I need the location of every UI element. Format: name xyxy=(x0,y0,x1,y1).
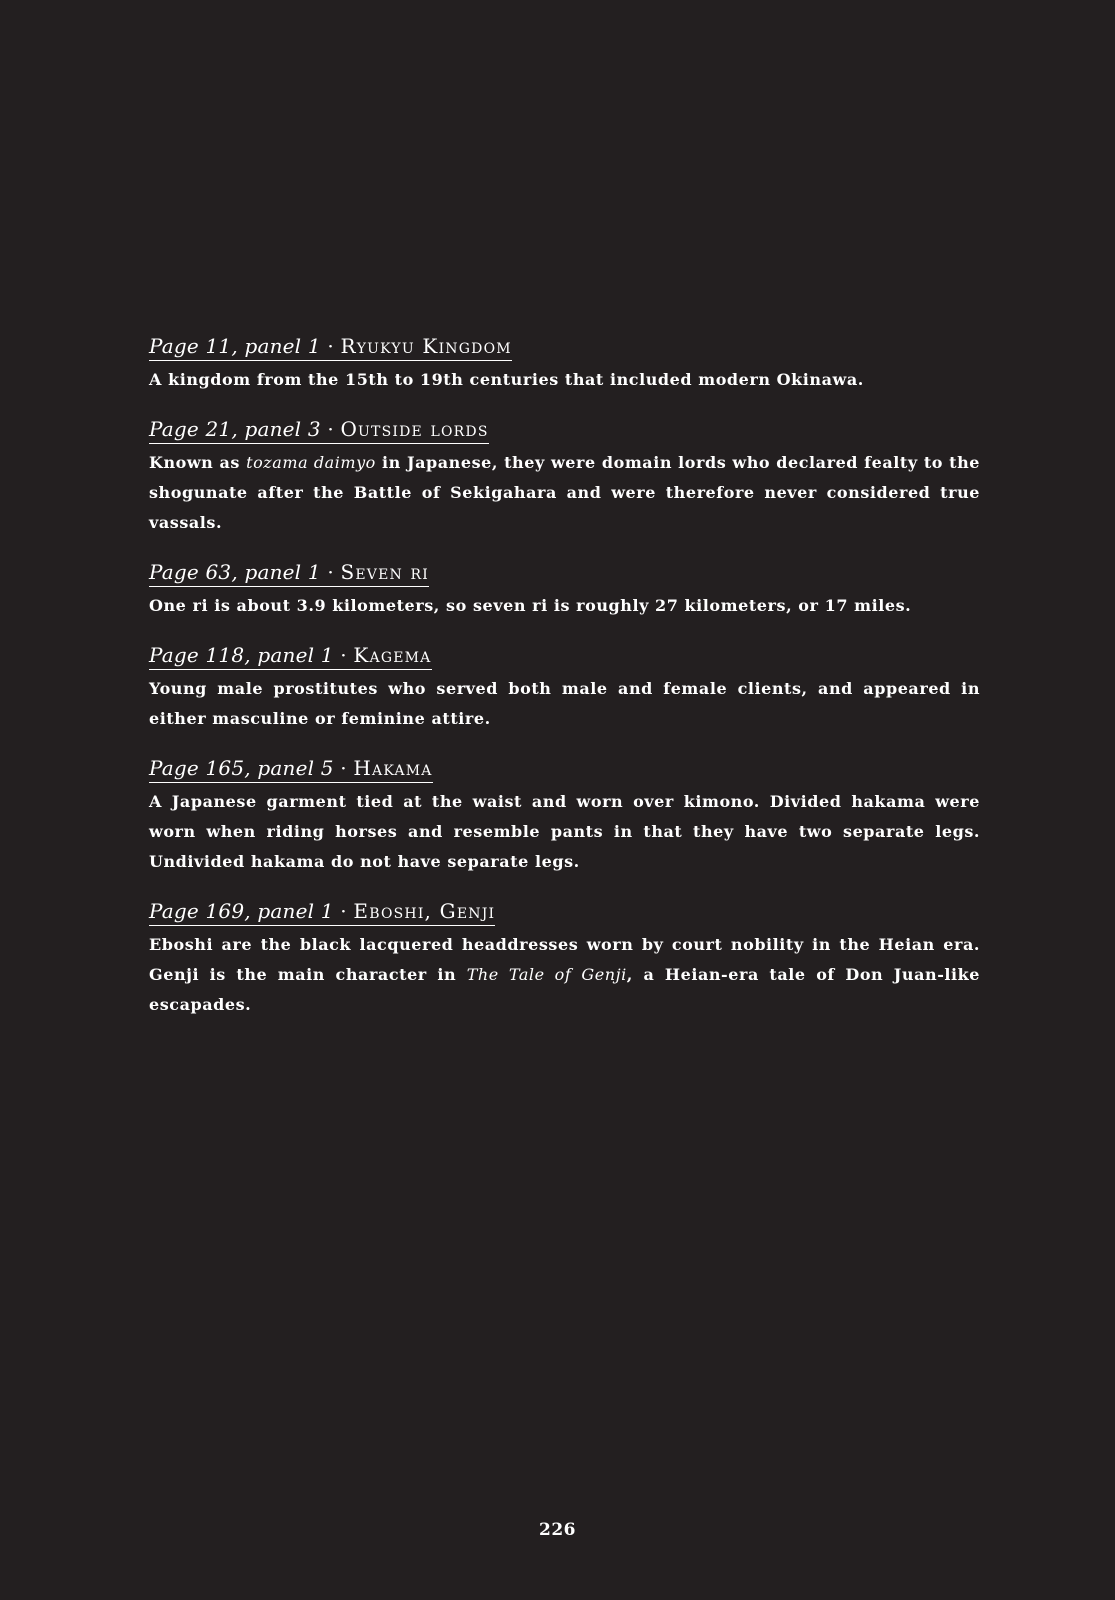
note-text-end: , a Heian-era tale of Don Juan-like escapades. xyxy=(149,965,981,1014)
note-hakama xyxy=(149,754,980,877)
note-term: Ryukyu Kingdom xyxy=(340,334,512,358)
page-reference: Page 21, panel 3 xyxy=(149,417,321,441)
note-ryukyu-kingdom xyxy=(149,332,980,395)
note-kagema xyxy=(149,641,980,734)
note-term: Eboshi, Genji xyxy=(353,899,496,923)
note-eboshi-genji xyxy=(149,897,980,1020)
note-heading xyxy=(149,415,489,444)
note-text-italic: tozama daimyo xyxy=(246,453,376,472)
note-text xyxy=(149,448,980,538)
separator: · xyxy=(340,899,347,923)
note-text-start: Eboshi are the black lacquered headdresses worn by court nobility in the Heian era. Genji is the main character in xyxy=(149,935,980,984)
page-number: 226 xyxy=(539,1520,576,1540)
separator: · xyxy=(327,560,334,584)
page-reference: Page 11, panel 1 xyxy=(149,334,321,358)
note-term: Kagema xyxy=(353,643,432,667)
separator: · xyxy=(340,756,347,780)
page-reference: Page 63, panel 1 xyxy=(149,560,321,584)
note-heading xyxy=(149,897,495,926)
note-heading xyxy=(149,332,512,361)
note-text-end: in Japanese, they were domain lords who declared fealty to the shogunate after the Battle of Sekigahara and were therefore never considered true vassals. xyxy=(149,453,980,532)
note-text: A Japanese garment tied at the waist and worn over kimono. Divided hakama were worn when riding horses and resemble pants in that they have two separate legs. Undivided hakama do not have separate legs. xyxy=(149,792,980,871)
note-heading xyxy=(149,754,433,783)
page-reference: Page 165, panel 5 xyxy=(149,756,334,780)
note-text-start: Known as xyxy=(149,453,240,472)
note-seven-ri xyxy=(149,558,980,621)
page-reference: Page 118, panel 1 xyxy=(149,643,334,667)
note-text xyxy=(149,930,980,1020)
note-heading xyxy=(149,558,429,587)
note-outside-lords xyxy=(149,415,980,538)
note-text-italic: The Tale of Genji xyxy=(466,965,627,984)
note-term: Seven ri xyxy=(340,560,429,584)
separator: · xyxy=(327,334,334,358)
note-heading xyxy=(149,641,432,670)
translation-notes xyxy=(149,332,980,1020)
note-text: A kingdom from the 15th to 19th centuries that included modern Okinawa. xyxy=(149,370,864,389)
separator: · xyxy=(340,643,347,667)
note-text: One ri is about 3.9 kilometers, so seven ri is roughly 27 kilometers, or 17 miles. xyxy=(149,596,912,615)
page-reference: Page 169, panel 1 xyxy=(149,899,334,923)
separator: · xyxy=(327,417,334,441)
note-term: Hakama xyxy=(353,756,433,780)
note-text: Young male prostitutes who served both male and female clients, and appeared in either masculine or feminine attire. xyxy=(149,679,980,728)
note-term: Outside lords xyxy=(340,417,489,441)
